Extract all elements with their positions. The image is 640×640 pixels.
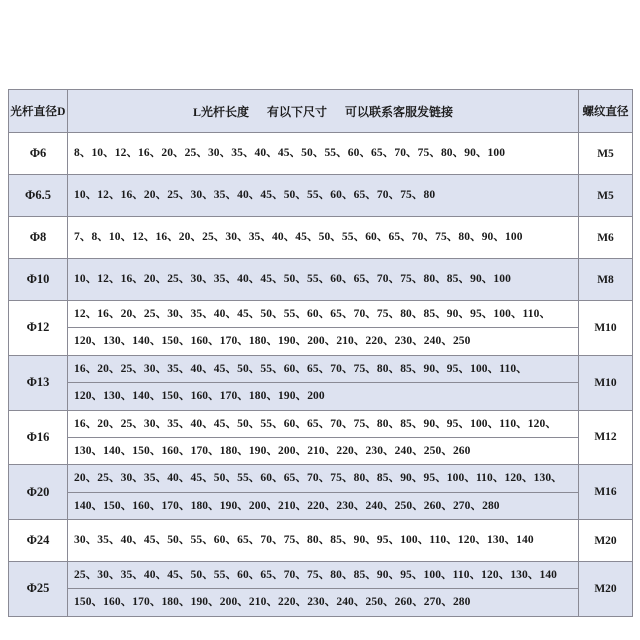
cell-thread-diameter: M8	[579, 259, 633, 301]
cell-length-options	[68, 133, 579, 175]
header-cell-length	[68, 90, 579, 133]
table-body	[9, 133, 633, 617]
length-line-stack	[68, 219, 578, 255]
length-line: 120、130、140、150、160、170、180、190、200	[68, 382, 578, 409]
table-row	[9, 410, 633, 465]
table-row	[9, 465, 633, 520]
cell-length-options	[68, 562, 579, 617]
length-line: 150、160、170、180、190、200、210、220、230、240、250、260、270、280	[68, 588, 578, 615]
length-line-stack	[68, 562, 578, 616]
length-line: 30、35、40、45、50、55、60、65、70、75、80、85、90、95、100、110、120、130、140	[74, 534, 534, 547]
header-length-part1: L光杆长度	[192, 104, 249, 119]
cell-shaft-diameter: Φ8	[9, 217, 68, 259]
length-line-stack	[68, 135, 578, 171]
cell-thread-diameter: M20	[579, 562, 633, 617]
length-line-stack	[68, 411, 578, 465]
cell-shaft-diameter: Φ20	[9, 465, 68, 520]
cell-thread-diameter: M12	[579, 410, 633, 465]
length-line: 10、12、16、20、25、30、35、40、45、50、55、60、65、70、75、80	[74, 189, 436, 202]
header-cell-thread: 螺纹直径	[579, 90, 633, 133]
table-row	[9, 217, 633, 259]
cell-length-options	[68, 259, 579, 301]
cell-length-options	[68, 465, 579, 520]
cell-shaft-diameter: Φ6.5	[9, 175, 68, 217]
length-line: 16、20、25、30、35、40、45、50、55、60、65、70、75、80、85、90、95、100、110、120、	[74, 417, 557, 430]
cell-length-options	[68, 355, 579, 410]
cell-length-options	[68, 520, 579, 562]
cell-length-options	[68, 217, 579, 259]
length-line-stack	[68, 301, 578, 355]
cell-length-options	[68, 301, 579, 356]
length-line: 25、30、35、40、45、50、55、60、65、70、75、80、85、90、95、100、110、120、130、140	[74, 569, 558, 581]
header-length-part3: 可以联系客服发链接	[345, 104, 454, 119]
length-line: 16、20、25、30、35、40、45、50、55、60、65、70、75、80、85、90、95、100、110、	[74, 362, 528, 375]
length-line-stack	[68, 261, 578, 297]
length-line: 10、12、16、20、25、30、35、40、45、50、55、60、65、70、75、80、85、90、100	[74, 273, 511, 286]
length-line-stack	[68, 356, 578, 410]
cell-thread-diameter: M20	[579, 520, 633, 562]
cell-length-options	[68, 410, 579, 465]
cell-thread-diameter: M5	[579, 175, 633, 217]
table-row	[9, 520, 633, 562]
specification-table	[8, 89, 633, 617]
cell-shaft-diameter: Φ13	[9, 355, 68, 410]
length-line: 8、10、12、16、20、25、30、35、40、45、50、55、60、65、70、75、80、90、100	[74, 147, 506, 160]
length-line-stack	[68, 465, 578, 519]
table-row	[9, 259, 633, 301]
cell-thread-diameter: M10	[579, 355, 633, 410]
length-line: 7、8、10、12、16、20、25、30、35、40、45、50、55、60、65、70、75、80、90、100	[74, 231, 523, 244]
length-line-stack	[68, 177, 578, 213]
spec-table-container	[8, 89, 632, 617]
table-row	[9, 355, 633, 410]
length-line: 130、140、150、160、170、180、190、200、210、220、230、240、250、260	[68, 437, 578, 464]
length-line-stack	[68, 522, 578, 558]
length-line: 140、150、160、170、180、190、200、210、220、230、240、250、260、270、280	[68, 492, 578, 519]
length-line: 120、130、140、150、160、170、180、190、200、210、220、230、240、250	[68, 327, 578, 354]
cell-shaft-diameter: Φ16	[9, 410, 68, 465]
cell-length-options	[68, 175, 579, 217]
table-row	[9, 133, 633, 175]
cell-thread-diameter: M16	[579, 465, 633, 520]
cell-shaft-diameter: Φ24	[9, 520, 68, 562]
table-row	[9, 301, 633, 356]
header-row	[9, 90, 633, 133]
cell-thread-diameter: M10	[579, 301, 633, 356]
cell-thread-diameter: M6	[579, 217, 633, 259]
cell-thread-diameter: M5	[579, 133, 633, 175]
length-line: 20、25、30、35、40、45、50、55、60、65、70、75、80、85、90、95、100、110、120、130、	[74, 472, 563, 485]
header-length-part2: 有以下尺寸	[266, 104, 327, 119]
cell-shaft-diameter: Φ12	[9, 301, 68, 356]
header-cell-diameter: 光杆直径D	[9, 90, 68, 133]
cell-shaft-diameter: Φ10	[9, 259, 68, 301]
table-header	[9, 90, 633, 133]
table-row	[9, 175, 633, 217]
cell-shaft-diameter: Φ25	[9, 562, 68, 617]
length-line: 12、16、20、25、30、35、40、45、50、55、60、65、70、75、80、85、90、95、100、110、	[74, 308, 552, 320]
table-row	[9, 562, 633, 617]
cell-shaft-diameter: Φ6	[9, 133, 68, 175]
